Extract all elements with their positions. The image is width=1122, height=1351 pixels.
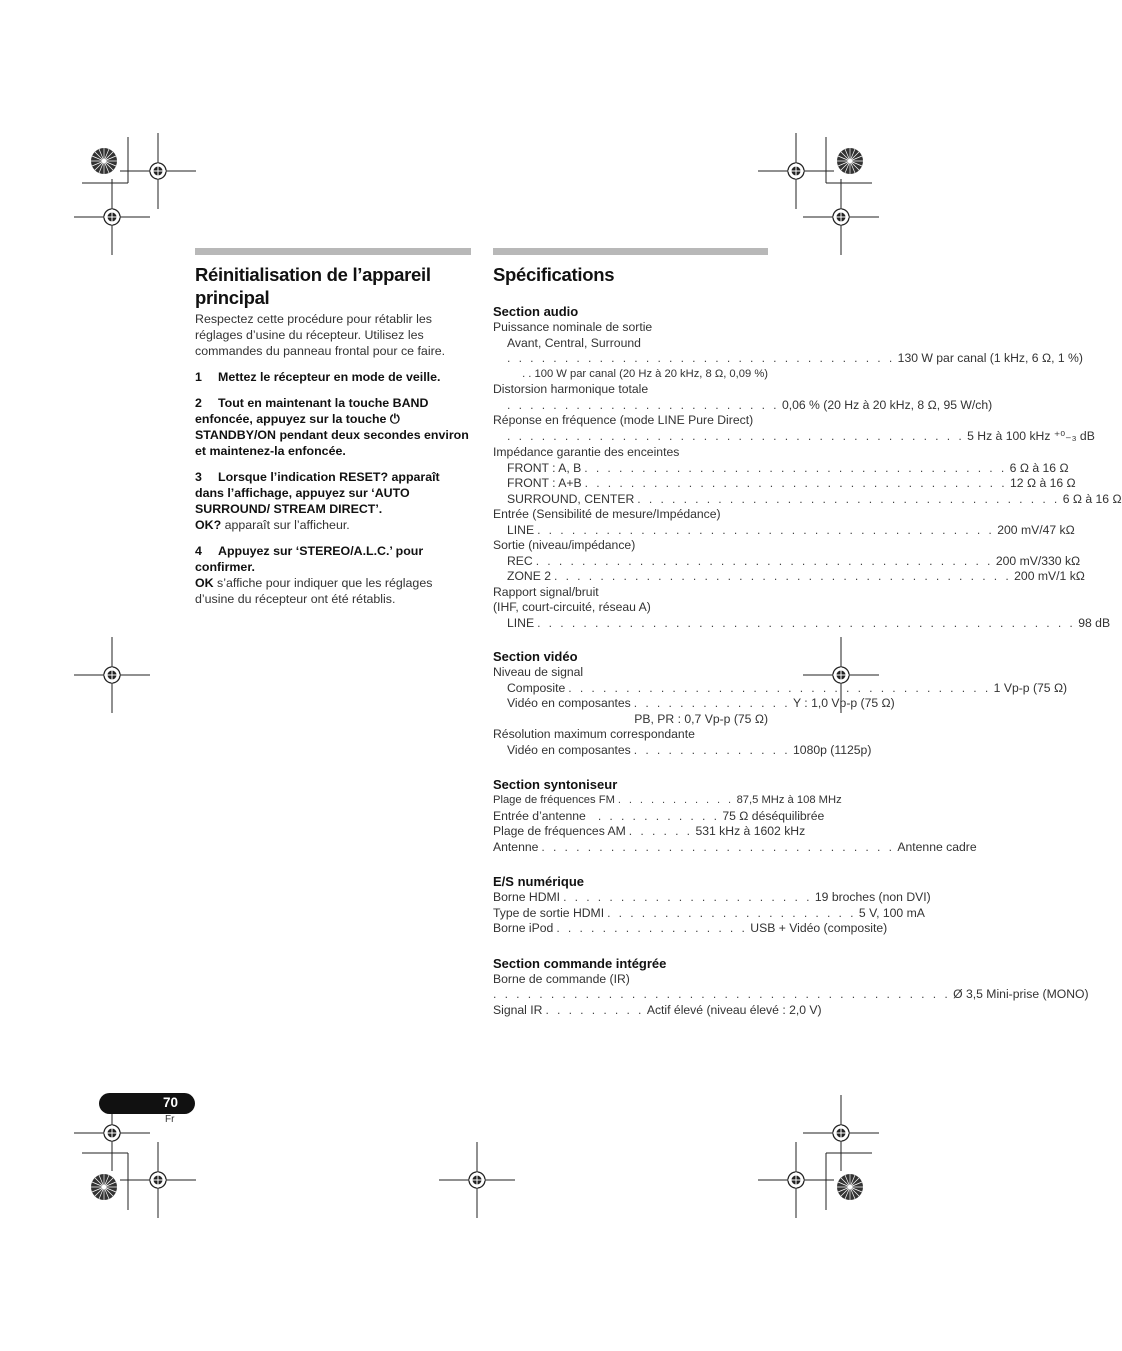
- spec-row: SURROUND, CENTER . . . . . . . . . . . . . . . . . . . . . . . . . . . . . . . . . . . . . 6 Ω à 16 Ω: [507, 491, 1122, 506]
- spec-line: PB, PR : 0,7 Vp-p (75 Ω): [634, 711, 768, 726]
- spec-line: Borne de commande (IR): [493, 971, 630, 986]
- spec-line: Niveau de signal: [493, 665, 584, 679]
- spec-row: Borne HDMI . . . . . . . . . . . . . . . . . . . . . . 19 broches (non DVI): [493, 890, 931, 904]
- spec-row: . . . . . . . . . . . . . . . . . . . . . . . . . . . . . . . . . . 130 W par canal (1 kHz, 6 Ω, 1 %): [507, 351, 1083, 365]
- spec-row: Plage de fréquences AM . . . . . . 531 kHz à 1602 kHz: [493, 824, 806, 838]
- spec-line: Impédance garantie des enceintes: [493, 445, 680, 459]
- spec-row: LINE . . . . . . . . . . . . . . . . . . . . . . . . . . . . . . . . . . . . . . . . 200 mV/47 kΩ: [507, 522, 1075, 537]
- spec-row: REC . . . . . . . . . . . . . . . . . . . . . . . . . . . . . . . . . . . . . . . . 200 mV/330 kΩ: [507, 553, 1081, 568]
- spec-line: Réponse en fréquence (mode LINE Pure Direct): [493, 413, 754, 427]
- page-number-tab: [99, 1093, 195, 1114]
- step-2: 2 Tout en maintenant la touche BAND enfoncée, appuyez sur la touche ⏻ STANDBY/ON pendant deux secondes environ et maintenez-la enfoncée.: [195, 396, 469, 458]
- audio-heading: Section audio: [493, 304, 579, 319]
- spec-row: Vidéo en composantes . . . . . . . . . . . . . . Y : 1,0 Vp-p (75 Ω): [507, 696, 895, 710]
- spec-row: FRONT : A, B . . . . . . . . . . . . . . . . . . . . . . . . . . . . . . . . . . . . . 6 Ω à 16 Ω: [507, 460, 1069, 475]
- spec-row: Composite . . . . . . . . . . . . . . . . . . . . . . . . . . . . . . . . . . . . . 1 Vp-p (75 Ω): [507, 680, 1068, 695]
- tuner-heading: Section syntoniseur: [493, 777, 618, 792]
- spec-row: Signal IR . . . . . . . . . Actif élevé (niveau élevé : 2,0 V): [493, 1002, 822, 1017]
- spec-row: Plage de fréquences FM . . . . . . . . . . . 87,5 MHz à 108 MHz: [493, 794, 842, 806]
- spec-line: Rapport signal/bruit: [493, 584, 599, 599]
- spec-line: Résolution maximum correspondante: [493, 727, 695, 741]
- spec-line: Entrée (Sensibilité de mesure/Impédance): [493, 507, 721, 521]
- reset-intro: Respectez cette procédure pour rétablir les réglages d’usine du récepteur. Utilisez les commandes du panneau frontal pour ce faire.: [195, 312, 446, 358]
- spec-line: . . 100 W par canal (20 Hz à 20 kHz, 8 Ω, 0,09 %): [522, 367, 768, 380]
- spec-row: . . . . . . . . . . . . . . . . . . . . . . . . . . . . . . . . . . . . . . . . Ø 3,5 Mini-prise (MONO): [493, 987, 1089, 1001]
- step-4-result: OK s’affiche pour indiquer que les réglages d’usine du récepteur ont été rétablis.: [195, 576, 433, 606]
- step-1: 1 Mettez le récepteur en mode de veille.: [195, 370, 441, 384]
- spec-row: Antenne . . . . . . . . . . . . . . . . . . . . . . . . . . . . . . . Antenne cadre: [493, 839, 977, 854]
- section-bar: [493, 248, 768, 255]
- spec-row: Vidéo en composantes . . . . . . . . . . . . . . 1080p (1125p): [507, 742, 872, 757]
- spec-line: Avant, Central, Surround: [507, 335, 641, 350]
- spec-row: FRONT : A+B . . . . . . . . . . . . . . . . . . . . . . . . . . . . . . . . . . . . . 12 Ω à 16 Ω: [507, 476, 1076, 490]
- step-3-result: OK? apparaît sur l’afficheur.: [195, 518, 350, 532]
- video-heading: Section vidéo: [493, 649, 578, 664]
- control-heading: Section commande intégrée: [493, 955, 667, 971]
- spec-line: Puissance nominale de sortie: [493, 320, 653, 334]
- spec-line: Sortie (niveau/impédance): [493, 538, 636, 552]
- page-number: 70: [162, 1095, 178, 1110]
- spec-row: . . . . . . . . . . . . . . . . . . . . . . . . . . . . . . . . . . . . . . . . 5 Hz à 100 kHz ⁺⁰₋₃ dB: [507, 428, 1095, 443]
- spec-row: LINE . . . . . . . . . . . . . . . . . . . . . . . . . . . . . . . . . . . . . . . . . . . . . . . 98 dB: [507, 615, 1111, 630]
- spec-line: Distorsion harmonique totale: [493, 382, 649, 396]
- spec-line: (IHF, court-circuité, réseau A): [493, 600, 651, 614]
- step-3: 3 Lorsque l’indication RESET? apparaît dans l’affichage, appuyez sur ‘AUTO SURROUND/ STREAM DIRECT’.: [195, 470, 440, 516]
- spec-row: ZONE 2 . . . . . . . . . . . . . . . . . . . . . . . . . . . . . . . . . . . . . . . . 200 mV/1 kΩ: [507, 569, 1085, 583]
- specifications-section: [493, 248, 1122, 1018]
- reset-section: [195, 248, 471, 607]
- specifications-title: Spécifications: [493, 264, 615, 285]
- spec-row: Entrée d’antenne . . . . . . . . . . . 75 Ω déséquilibrée: [493, 808, 825, 823]
- language-code: Fr: [165, 1114, 175, 1125]
- section-bar: [195, 248, 471, 255]
- reset-title: Réinitialisation de l’appareil principal: [195, 264, 431, 308]
- spec-row: Borne iPod . . . . . . . . . . . . . . . . . USB + Vidéo (composite): [493, 921, 888, 935]
- step-4: 4 Appuyez sur ‘STEREO/A.L.C.’ pour confirmer.: [195, 544, 424, 574]
- spec-row: Type de sortie HDMI . . . . . . . . . . . . . . . . . . . . . . 5 V, 100 mA: [493, 905, 925, 920]
- digital-heading: E/S numérique: [493, 874, 585, 889]
- spec-row: . . . . . . . . . . . . . . . . . . . . . . . . 0,06 % (20 Hz à 20 kHz, 8 Ω, 95 W/ch): [507, 397, 993, 412]
